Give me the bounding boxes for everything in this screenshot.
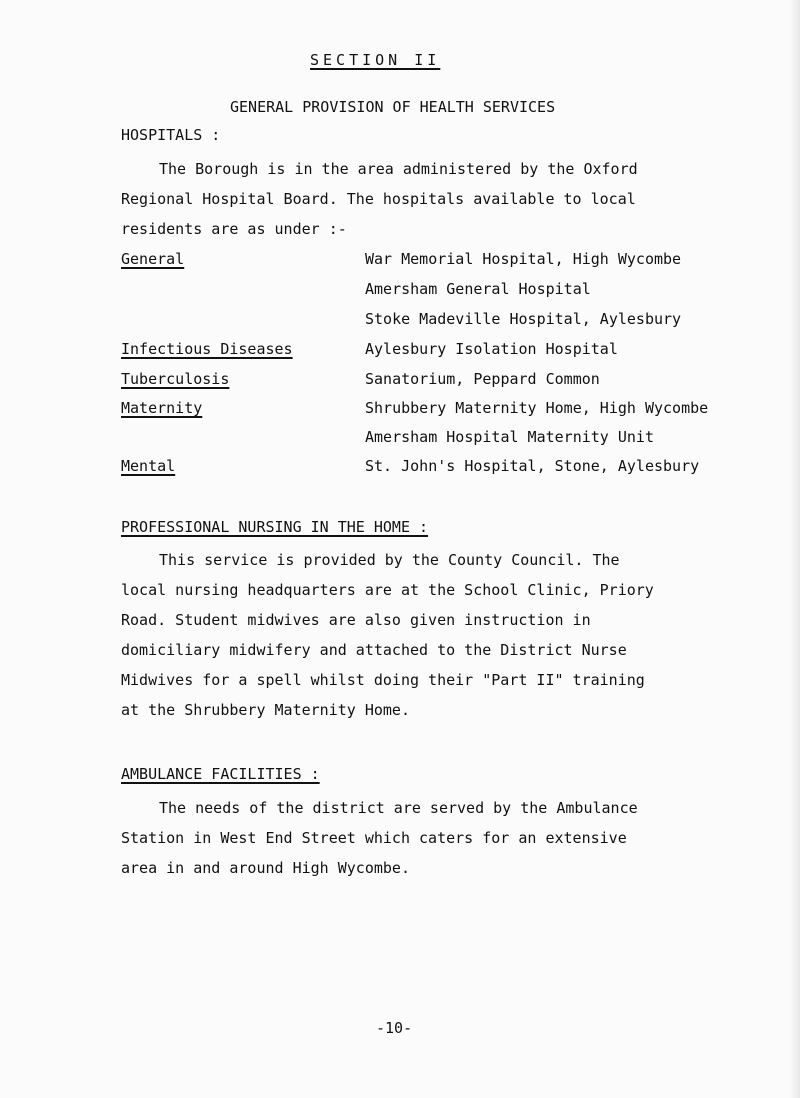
nursing-line-5: Midwives for a spell whilst doing their "Part II" training	[121, 671, 645, 689]
ambulance-heading: AMBULANCE FACILITIES :	[121, 765, 320, 783]
page-number: -10-	[376, 1019, 413, 1037]
nursing-line-3: Road. Student midwives are also given instruction in	[121, 611, 591, 629]
hospitals-intro-line-2: Regional Hospital Board. The hospitals available to local	[121, 190, 636, 208]
page-edge-shadow	[790, 0, 800, 1098]
hospital-entry: Aylesbury Isolation Hospital	[365, 340, 618, 358]
category-maternity: Maternity	[121, 399, 203, 417]
hospital-entry: Amersham General Hospital	[365, 280, 591, 298]
hospital-entry: St. John's Hospital, Stone, Aylesbury	[365, 457, 700, 475]
hospitals-intro-line-1: The Borough is in the area administered by the Oxford	[159, 160, 638, 178]
category-infectious-diseases: Infectious Diseases	[121, 340, 293, 358]
ambulance-line-3: area in and around High Wycombe.	[121, 859, 410, 877]
hospital-entry: Shrubbery Maternity Home, High Wycombe	[365, 399, 709, 417]
nursing-line-1: This service is provided by the County Council. The	[159, 551, 620, 569]
hospitals-intro-line-3: residents are as under :-	[121, 220, 347, 238]
nursing-line-2: local nursing headquarters are at the School Clinic, Priory	[121, 581, 654, 599]
section-title: SECTION II	[310, 51, 441, 69]
page-heading: GENERAL PROVISION OF HEALTH SERVICES	[230, 98, 556, 116]
hospital-entry: Stoke Madeville Hospital, Aylesbury	[365, 310, 682, 328]
category-tuberculosis: Tuberculosis	[121, 370, 230, 388]
ambulance-line-2: Station in West End Street which caters for an extensive	[121, 829, 627, 847]
hospital-entry: War Memorial Hospital, High Wycombe	[365, 250, 682, 268]
hospitals-label: HOSPITALS :	[121, 126, 221, 144]
nursing-line-6: at the Shrubbery Maternity Home.	[121, 701, 410, 719]
nursing-line-4: domiciliary midwifery and attached to the District Nurse	[121, 641, 627, 659]
hospital-entry: Amersham Hospital Maternity Unit	[365, 428, 654, 446]
ambulance-line-1: The needs of the district are served by the Ambulance	[159, 799, 638, 817]
category-mental: Mental	[121, 457, 176, 475]
hospital-entry: Sanatorium, Peppard Common	[365, 370, 600, 388]
nursing-heading: PROFESSIONAL NURSING IN THE HOME :	[121, 518, 429, 536]
category-general: General	[121, 250, 185, 268]
